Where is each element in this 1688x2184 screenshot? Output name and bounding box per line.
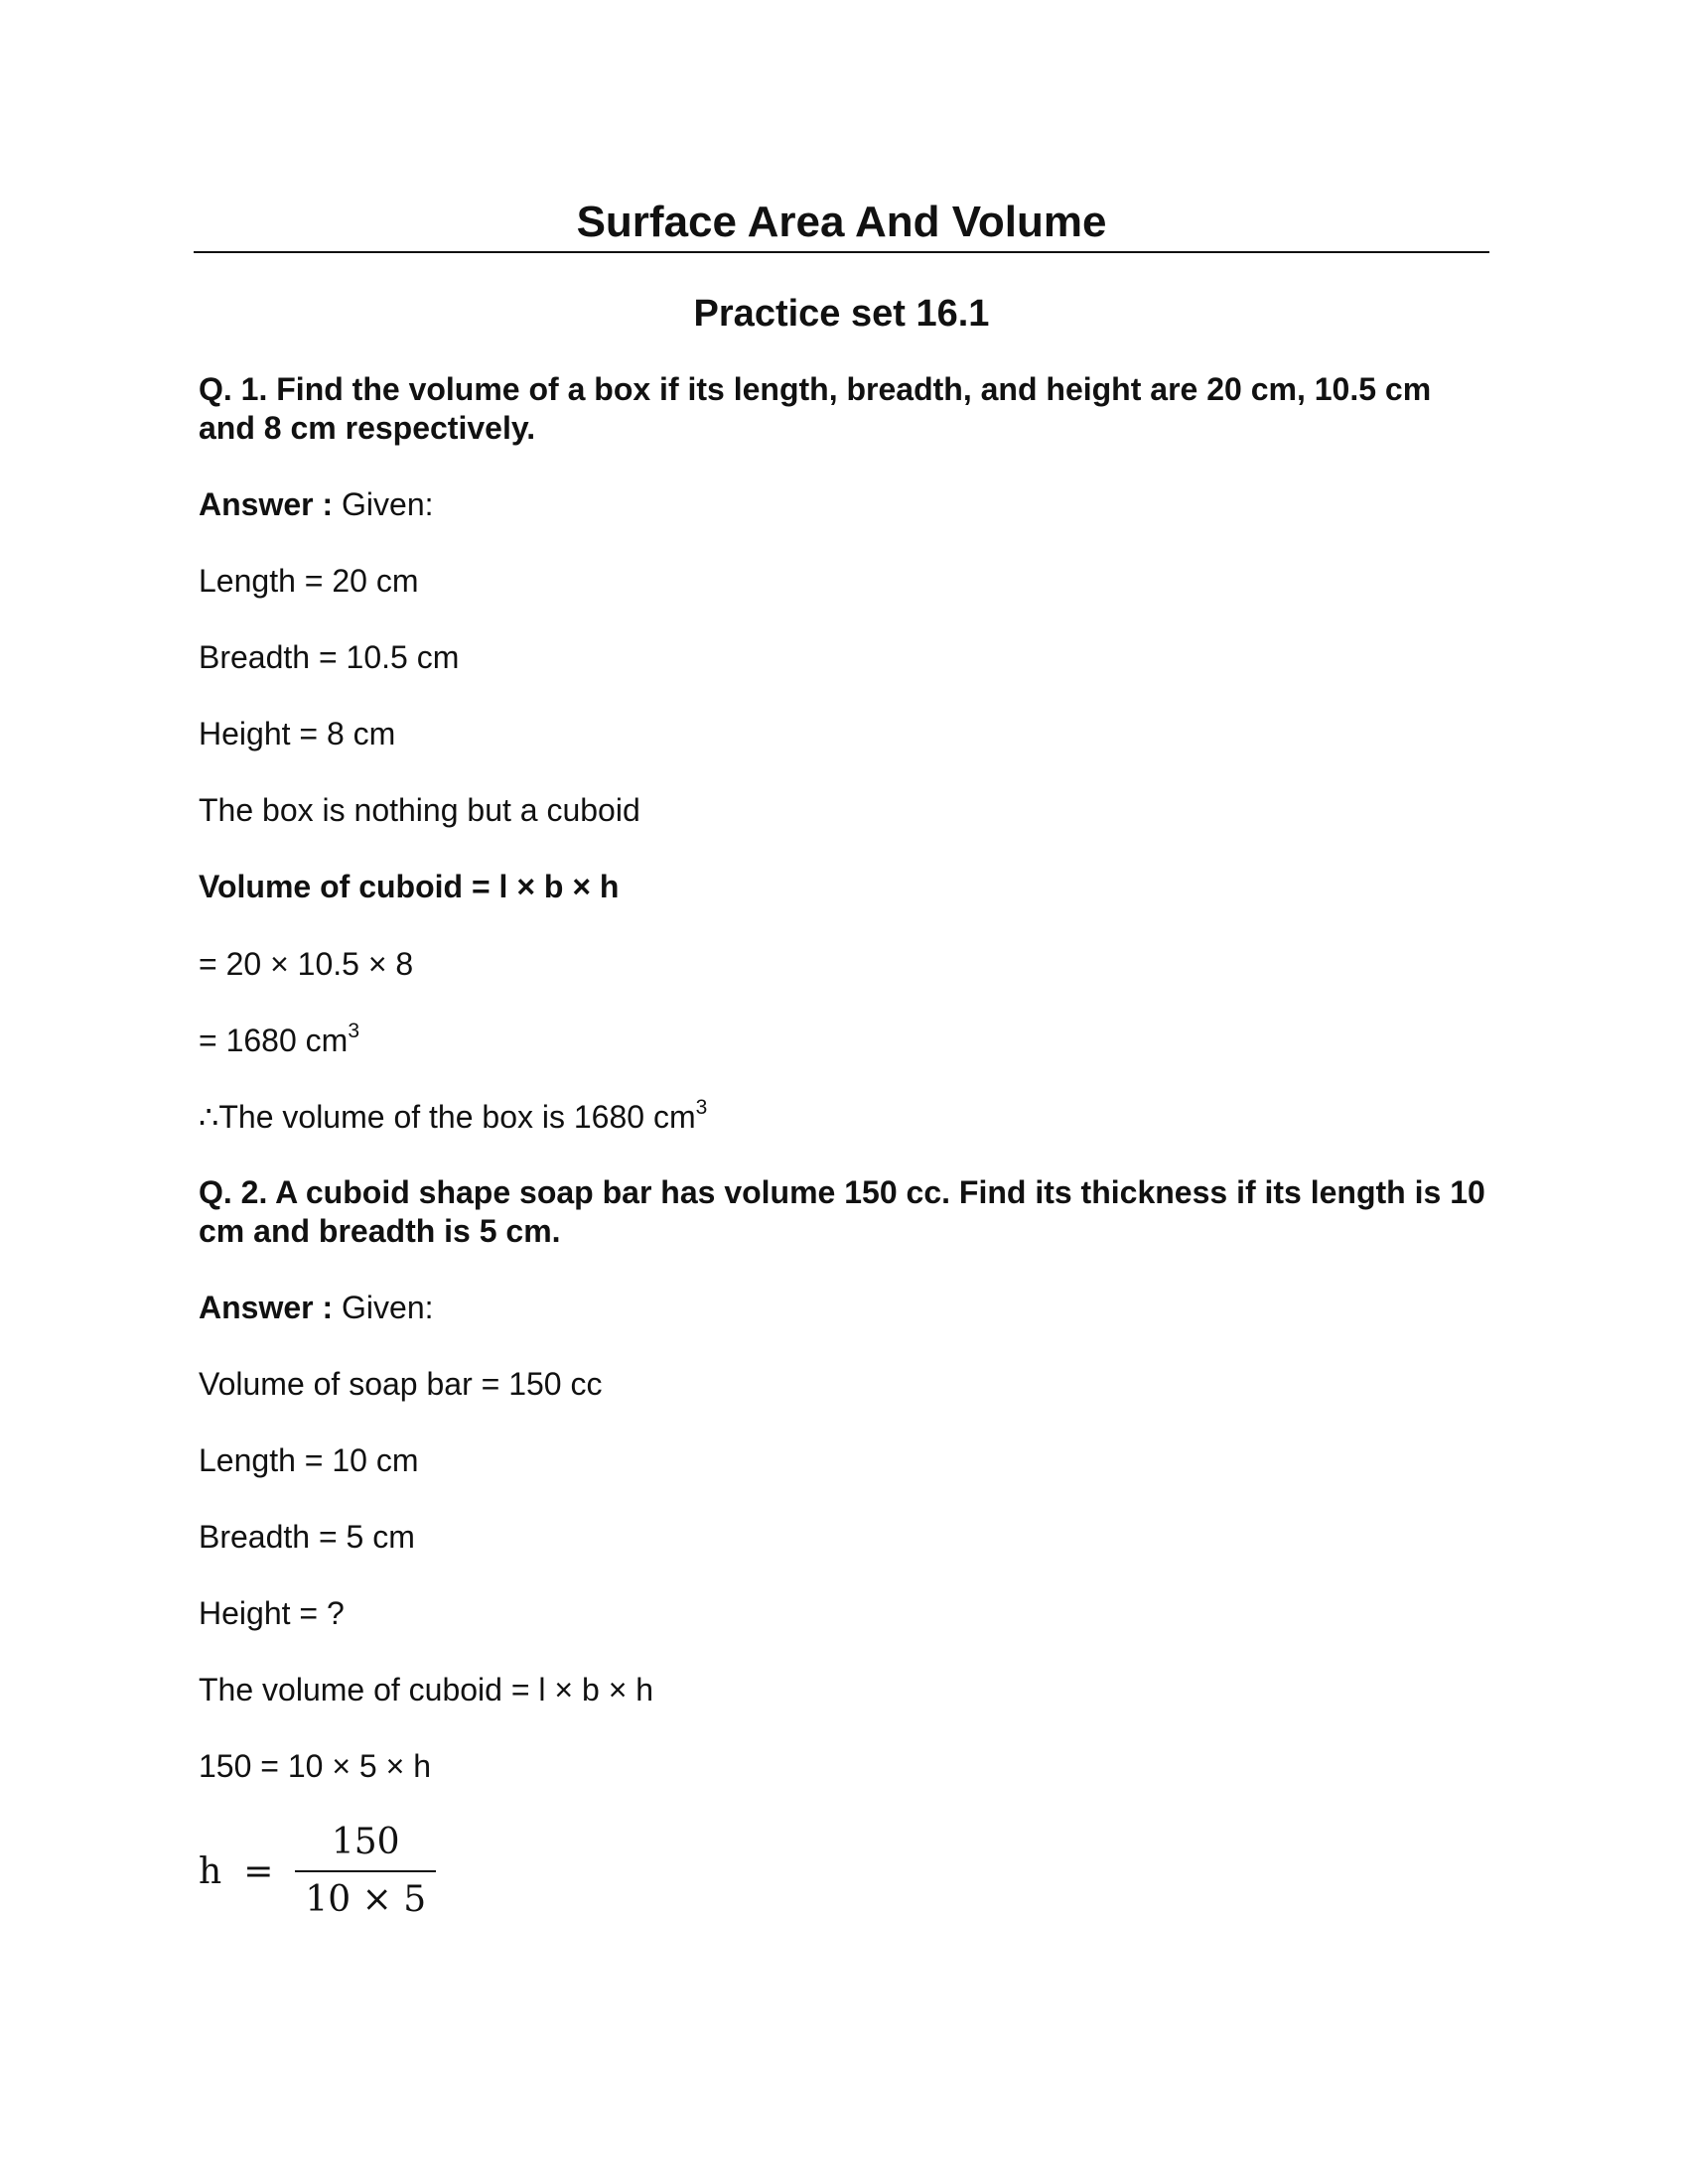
fraction-numerator: 150 [331,1822,400,1862]
q2-substitution: 150 = 10 × 5 × h [199,1748,431,1784]
fraction-denominator: 10 × 5 [305,1879,427,1920]
q2-volume: Volume of soap bar = 150 cc [199,1366,603,1402]
q1-step-1: = 20 × 10.5 × 8 [199,946,414,982]
q1-step-2-exponent: 3 [348,1020,359,1042]
q1-step-2-text: = 1680 cm [199,1023,349,1058]
q1-conclusion-exponent: 3 [695,1096,708,1119]
q1-answer-given: Given: [333,486,434,522]
q1-answer-line [199,484,1489,524]
fraction [295,1821,436,1922]
q2-answer-given: Given: [333,1290,434,1325]
q1-conclusion-text: ∴The volume of the box is 1680 cm [199,1099,696,1135]
q1-statement: The box is nothing but a cuboid [199,792,640,828]
question-1: Q. 1. Find the volume of a box if its length, breadth, and height are 20 cm, 10.5 cm and 8 cm respectively. [199,371,1432,446]
title-divider [194,251,1489,253]
q2-answer-line [199,1288,1489,1327]
q2-length: Length = 10 cm [199,1442,419,1478]
fraction-lhs: h [199,1850,222,1892]
q1-formula: Volume of cuboid = l × b × h [199,869,620,904]
fraction-equals: = [243,1850,274,1892]
q2-formula: The volume of cuboid = l × b × h [199,1672,654,1707]
q1-height: Height = 8 cm [199,716,396,751]
q2-fraction-equation [199,1817,436,1926]
q1-step-2 [199,1021,1489,1060]
q1-length: Length = 20 cm [199,563,419,599]
page-title: Surface Area And Volume [576,198,1107,246]
q2-breadth: Breadth = 5 cm [199,1519,415,1555]
q2-answer-label: Answer : [199,1290,334,1325]
q2-height: Height = ? [199,1595,345,1631]
q1-answer-label: Answer : [199,486,334,522]
q1-breadth: Breadth = 10.5 cm [199,639,460,675]
q1-conclusion [199,1097,1489,1137]
question-2: Q. 2. A cuboid shape soap bar has volume 150 cc. Find its thickness if its length is 10 cm and breadth is 5 cm. [199,1174,1485,1249]
practice-set-heading: Practice set 16.1 [693,293,990,335]
